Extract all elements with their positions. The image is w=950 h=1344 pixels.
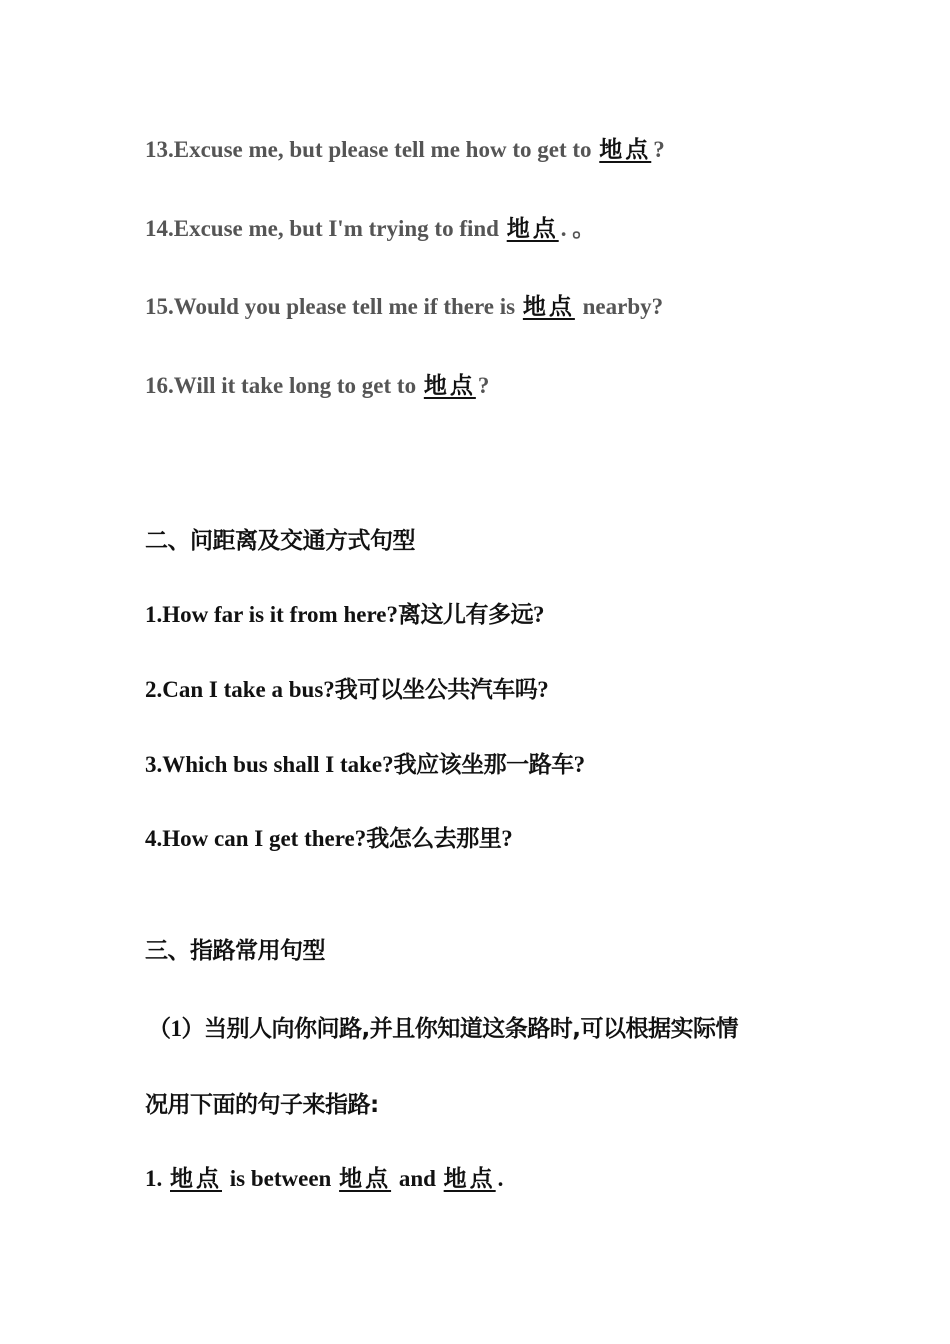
sentence-english: 3.Which bus shall I take?	[145, 752, 394, 777]
sentence-distance-2	[145, 675, 549, 705]
subsection-intro-line1	[148, 1014, 738, 1044]
sentence-text: 13.Excuse me, but please tell me how to get to	[145, 137, 598, 162]
sentence-chinese: 离这儿有多远	[397, 602, 533, 628]
sentence-english: 4.How can I get there?	[145, 826, 367, 851]
sentence-ending: ?	[501, 826, 513, 851]
place-blank: 地点	[506, 216, 559, 242]
section-heading-directions: 三、指路常用句型	[145, 938, 325, 964]
section-heading-distance: 二、问距离及交通方式句型	[145, 528, 415, 554]
sentence-text: is between	[224, 1166, 338, 1191]
sentence-ending: ?	[477, 373, 490, 398]
place-blank: 地点	[339, 1166, 392, 1192]
place-blank: 地点	[522, 294, 575, 320]
place-blank: 地点	[443, 1166, 496, 1192]
sentence-text: 14.Excuse me, but I'm trying to find	[145, 216, 505, 241]
sentence-english: 2.Can I take a bus?	[145, 677, 335, 702]
sentence-distance-1	[145, 600, 544, 630]
sentence-ending: . 。	[560, 216, 596, 241]
place-blank: 地点	[423, 373, 476, 399]
sentence-chinese: 我可以坐公共汽车吗	[334, 677, 538, 703]
item-number: 1.	[145, 1166, 168, 1191]
sentence-chinese: 我应该坐那一路车	[393, 752, 574, 778]
sentence-text: and	[393, 1166, 442, 1191]
sentence-ending: ?	[653, 137, 665, 162]
sentence-ending: ?	[532, 602, 545, 627]
sentence-text: 15.Would you please tell me if there is	[145, 294, 521, 319]
sentence-14	[145, 214, 595, 244]
sentence-english: 1.How far is it from here?	[145, 602, 398, 627]
sentence-15	[145, 292, 663, 322]
sentence-ending: .	[497, 1166, 504, 1191]
sentence-distance-3	[145, 750, 585, 780]
sentence-ending: ?	[573, 752, 586, 777]
sentence-directions-1	[145, 1164, 503, 1194]
place-blank: 地点	[170, 1166, 222, 1192]
sentence-ending: ?	[537, 677, 549, 702]
sentence-ending: nearby?	[576, 294, 664, 319]
sentence-distance-4	[145, 824, 513, 854]
sentence-text: 16.Will it take long to get to	[145, 373, 422, 398]
sentence-chinese: 我怎么去那里	[366, 826, 502, 852]
subsection-intro-line2: 况用下面的句子来指路:	[145, 1092, 379, 1118]
place-blank: 地点	[599, 137, 652, 163]
subsection-number: （1）	[148, 1016, 204, 1041]
subsection-text: 当别人向你问路,并且你知道这条路时,可以根据实际情	[204, 1016, 738, 1042]
sentence-16	[145, 371, 489, 401]
sentence-13	[145, 135, 665, 165]
